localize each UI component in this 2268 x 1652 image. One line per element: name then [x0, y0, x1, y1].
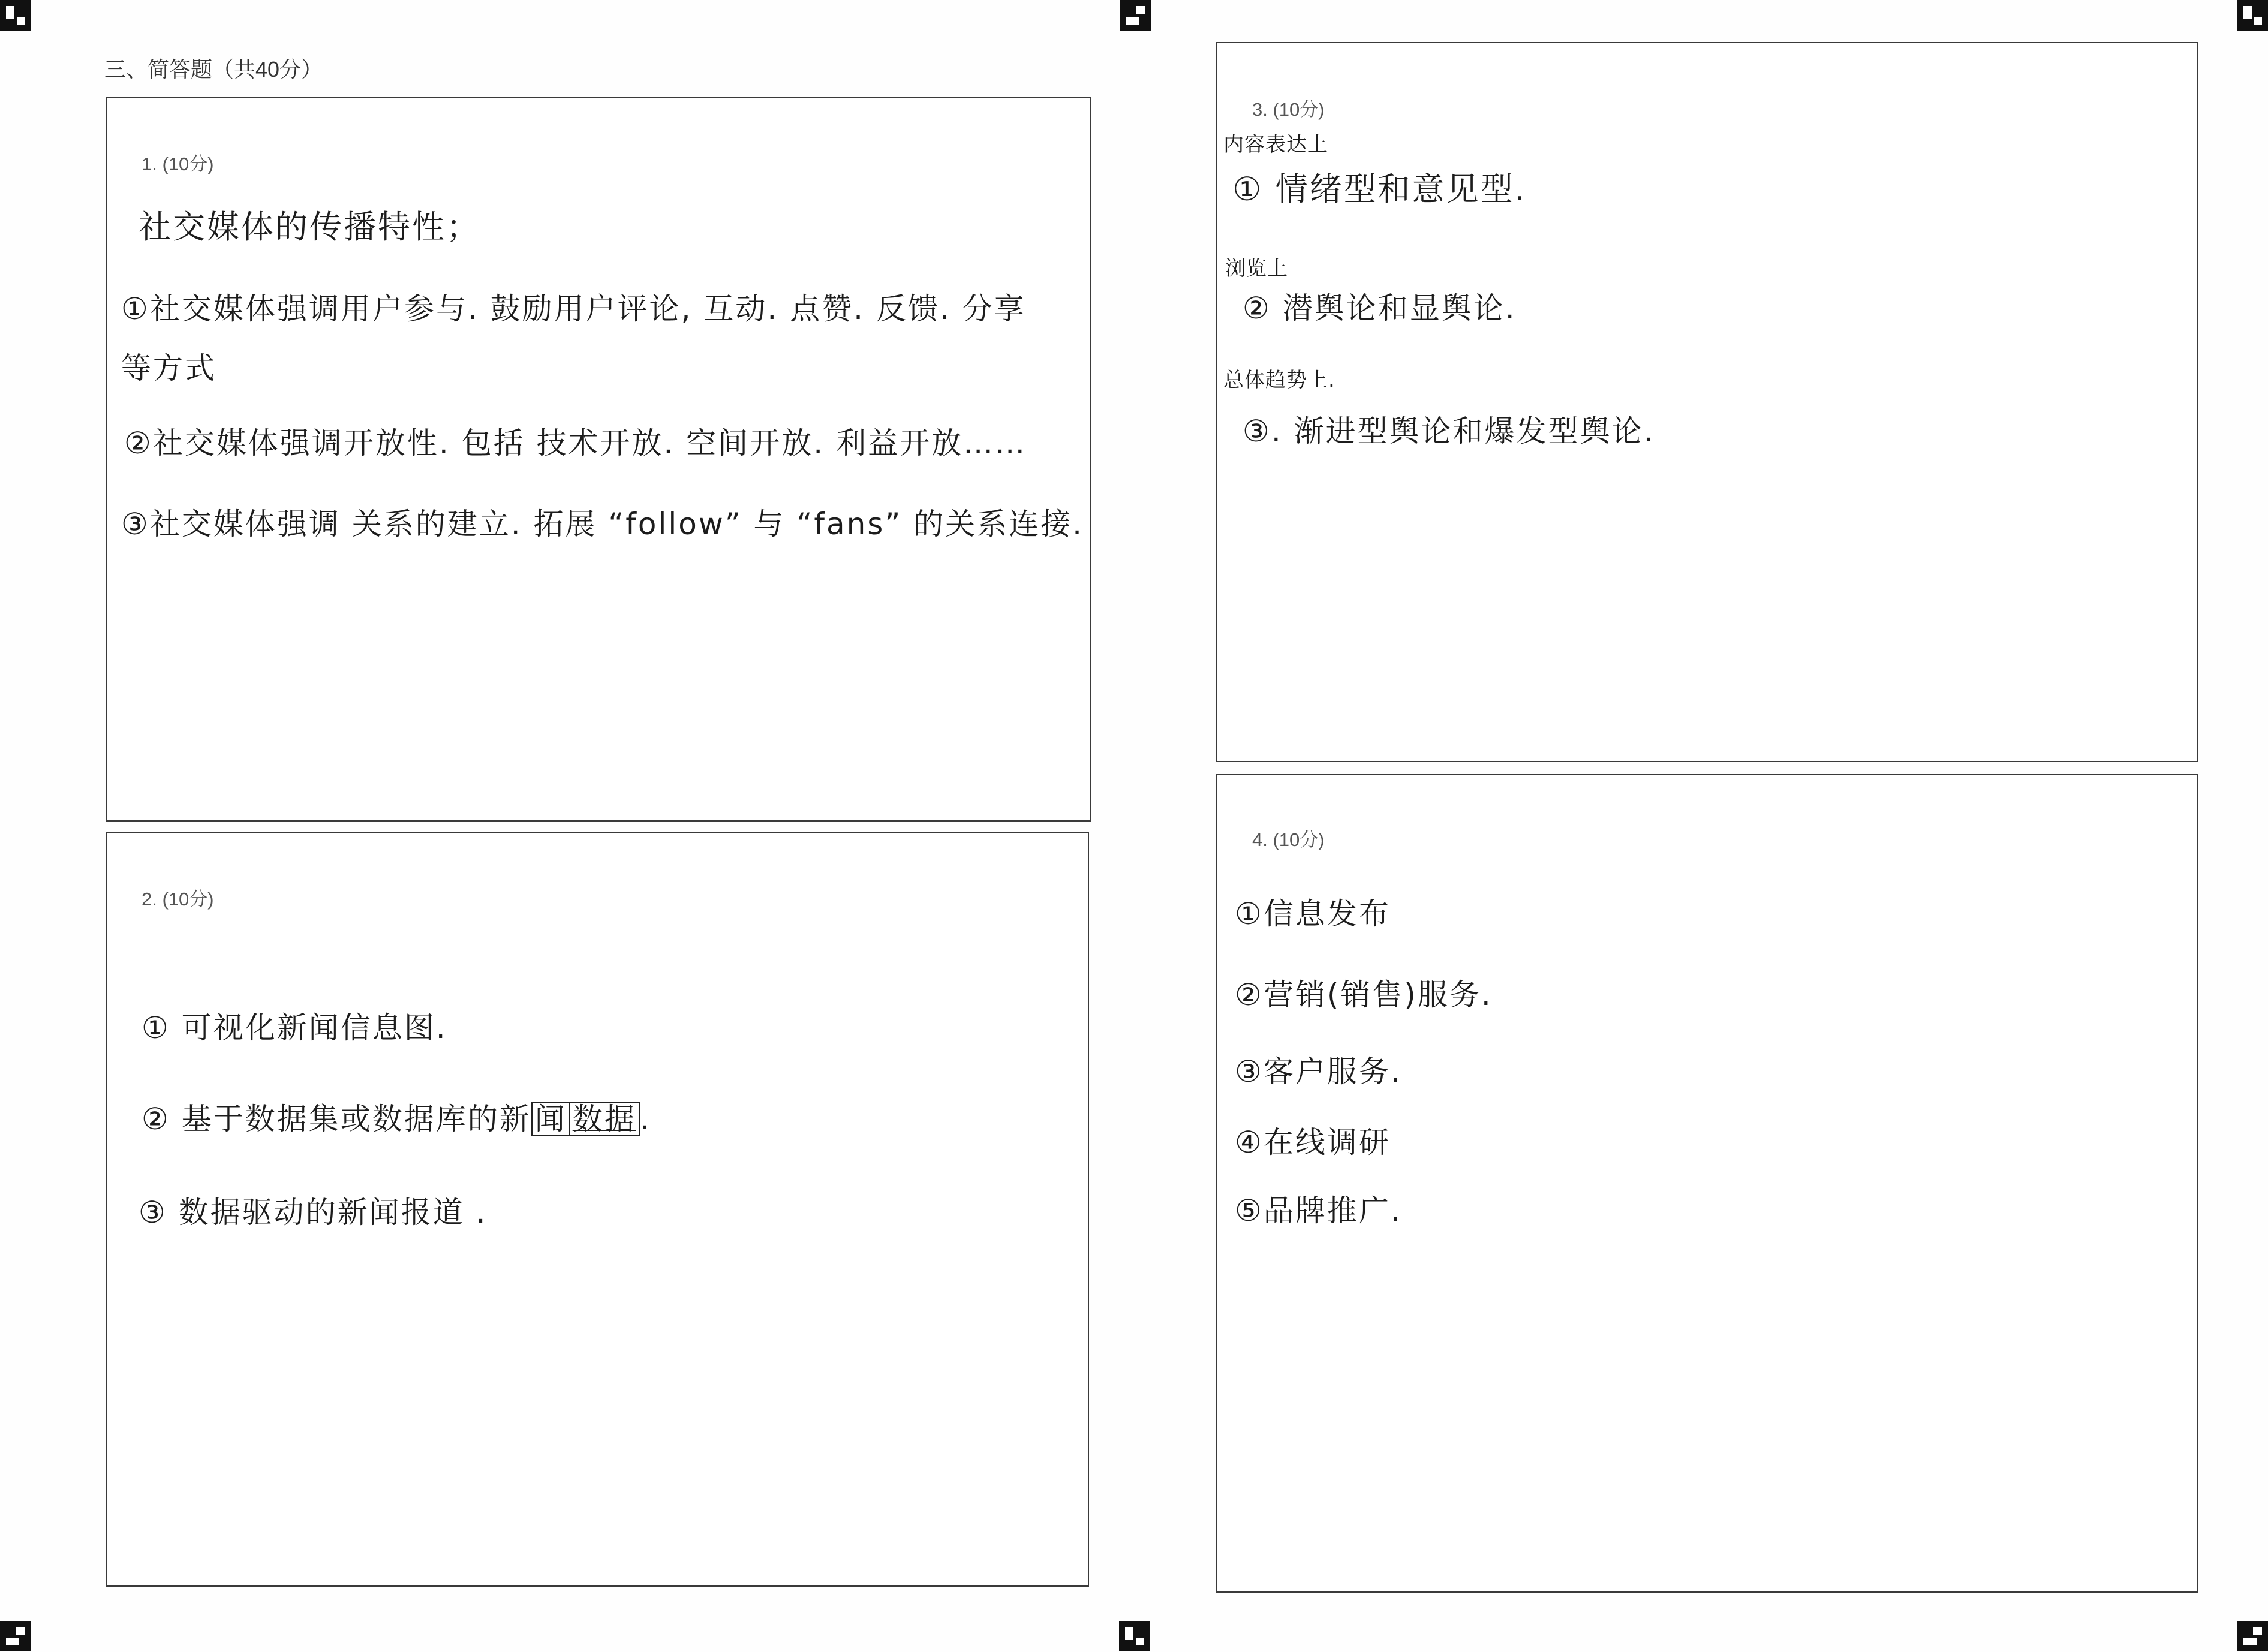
question-label: 3. (10分): [1252, 99, 1325, 120]
answer-line: ③社交媒体强调 关系的建立. 拓展 “follow” 与 “fans” 的关系连接.: [121, 507, 1084, 541]
boxed-correction: 数据: [569, 1102, 640, 1136]
answer-box-4: [1216, 774, 2198, 1593]
answer-box-3: [1216, 42, 2198, 762]
answer-line: ① 情绪型和意见型.: [1232, 170, 1527, 208]
answer-subheading: 内容表达上: [1223, 133, 1328, 157]
answer-line: ② 潜舆论和显舆论.: [1243, 291, 1517, 326]
answer-line: ③客户服务.: [1235, 1054, 1402, 1089]
answer-line: 等方式: [121, 351, 216, 386]
fiducial-marker-bottom-center: [1119, 1621, 1150, 1651]
answer-line: ④在线调研: [1235, 1125, 1391, 1160]
answer-line: [142, 1101, 651, 1137]
answer-line: ②社交媒体强调开放性. 包括 技术开放. 空间开放. 利益开放……: [124, 426, 1027, 461]
answer-line: ③ 数据驱动的新闻报道 .: [139, 1195, 488, 1230]
question-label: 1. (10分): [142, 154, 214, 174]
answer-subheading: 浏览上: [1225, 257, 1288, 281]
answer-line: ①信息发布: [1235, 896, 1391, 931]
fiducial-marker-top-center: [1120, 0, 1151, 31]
fiducial-marker-top-right: [2237, 0, 2268, 31]
question-label: 2. (10分): [142, 889, 214, 910]
answer-subheading: 总体趋势上.: [1223, 368, 1335, 392]
fiducial-marker-bottom-left: [0, 1621, 31, 1651]
answer-line: ① 可视化新闻信息图.: [142, 1010, 447, 1045]
answer-line: ①社交媒体强调用户参与. 鼓励用户评论, 互动. 点赞. 反馈. 分享: [121, 291, 1026, 326]
answer-text: .: [639, 1102, 651, 1136]
fiducial-marker-bottom-right: [2237, 1621, 2268, 1651]
question-label: 4. (10分): [1252, 829, 1325, 850]
section-title: 三、简答题（共40分）: [104, 57, 323, 82]
answer-box-2: [106, 832, 1089, 1587]
fiducial-marker-top-left: [0, 0, 31, 31]
answer-heading: 社交媒体的传播特性；: [139, 208, 480, 246]
answer-box-1: [106, 97, 1091, 822]
boxed-correction: 闻: [531, 1102, 570, 1136]
answer-line: ③. 渐进型舆论和爆发型舆论.: [1243, 414, 1655, 449]
answer-line: ②营销(销售)服务.: [1235, 977, 1493, 1012]
answer-line: ⑤品牌推广.: [1235, 1193, 1402, 1228]
answer-text: ② 基于数据集或数据库的新: [142, 1102, 531, 1136]
